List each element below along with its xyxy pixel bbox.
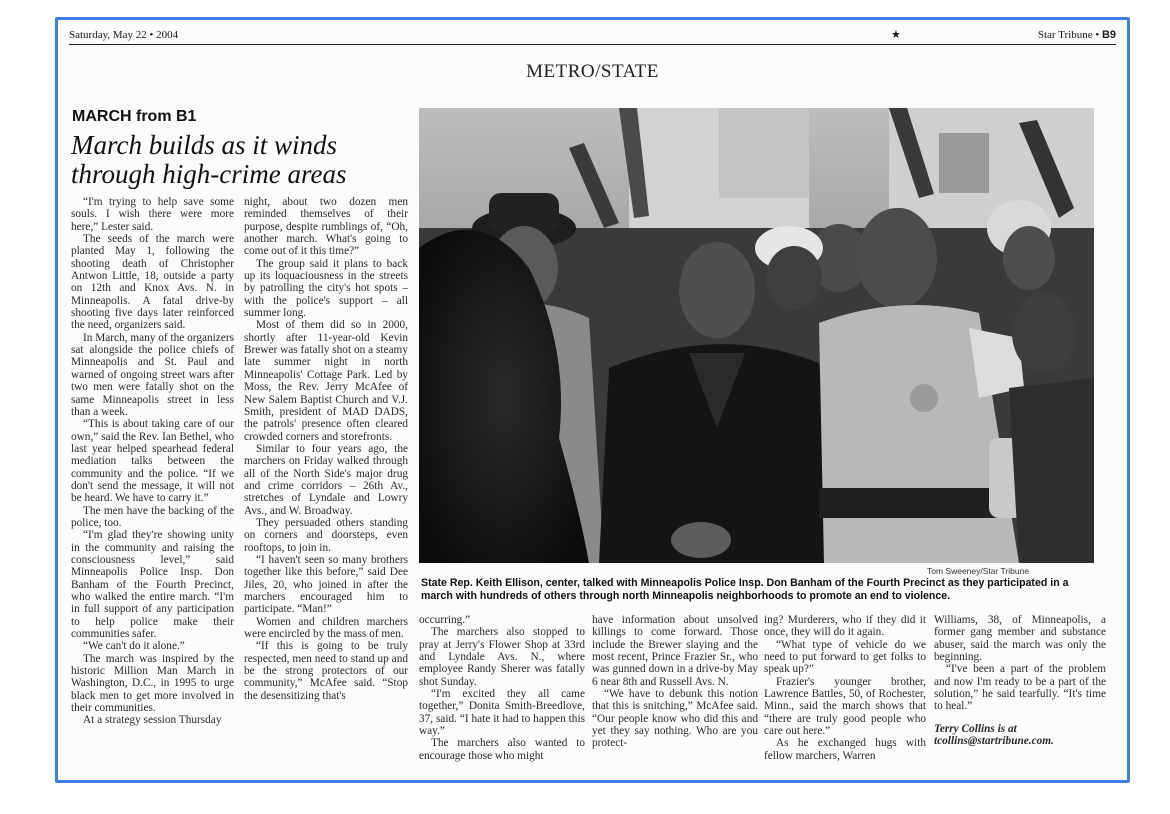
- march-photo-illustration: [419, 108, 1094, 563]
- author-email: tcollins@startribune.com.: [934, 735, 1054, 748]
- paragraph: Similar to four years ago, the marchers on Friday walked through all of the North Side's major drug and crime corridors – 26th Av., stretches of Lyndale and Lowry Avs., and W. Broadway.: [244, 442, 408, 517]
- star-icon: ★: [891, 29, 901, 41]
- article-column-4: [592, 614, 758, 750]
- paragraph: The marchers also stopped to pray at Jerry's Flower Shop at 33rd and Lyndale Avs. N., where employee Randy Sherer was fatally shot Sunday.: [419, 626, 585, 688]
- paragraph: Most of them did so in 2000, shortly after 11-year-old Kevin Brewer was fatally shot on a steamy late summer night in north Minneapolis' Cottage Park. Led by Moss, the Rev. Jerry McAfee of New Salem Baptist Church and V.J. Smith, president of MAD DADS, the patrols' presence often cleared crowded corners and storefronts.: [244, 319, 408, 443]
- page-number: B9: [1101, 29, 1116, 41]
- paragraph: “If this is going to be truly respected, men need to stand up and be the strong protectors of our community,” McAfee said. “Stop the desensitizing that's: [244, 640, 408, 702]
- paragraph: Williams, 38, of Minneapolis, a former gang member and substance abuser, said the march was only the beginning.: [934, 614, 1106, 664]
- paragraph: As he exchanged hugs with fellow marchers, Warren: [764, 737, 926, 762]
- article-headline: March builds as it winds through high-crime areas: [71, 130, 347, 189]
- paragraph: They persuaded others standing on corners and doorsteps, even rooftops, to join in.: [244, 516, 408, 554]
- section-title: METRO/STATE: [526, 61, 659, 82]
- paragraph: “I've been a part of the problem and now I'm ready to be a part of the solution,” he said tearfully. “It's time to heal.”: [934, 663, 1106, 713]
- issue-date: Saturday, May 22 • 2004: [69, 29, 179, 41]
- paragraph: At a strategy session Thursday: [83, 714, 222, 727]
- paragraph: The men have the backing of the police, too.: [71, 504, 234, 529]
- article-column-2: [244, 196, 408, 702]
- author-line: Terry Collins is at: [934, 722, 1017, 735]
- jump-kicker: MARCH from B1: [72, 108, 197, 125]
- paragraph: night, about two dozen men reminded themselves of their purpose, despite rumblings of, “Oh, another march. What's going to come out of it this time?”: [244, 196, 408, 258]
- newspaper-page: [69, 27, 1116, 777]
- paragraph: “I haven't seen so many brothers together like this before,” said Dee Jiles, 20, who joined in after the marchers encouraged him to participate. “Man!”: [244, 553, 408, 616]
- paragraph: The march was inspired by the historic Million Man March in Washington, D.C., in 1995 to urge black men to get more involved in their communities.: [71, 652, 234, 715]
- paragraph: “I'm glad they're showing unity in the community and raising the consciousness level,” said Minneapolis Police Insp. Don Banham of the Fourth Precinct, who walked the entire march. “I'm in full support of any participation to help police make their communities safer.: [71, 529, 234, 641]
- header-rule: [69, 44, 1116, 45]
- publication-name: [1038, 29, 1116, 41]
- paragraph: have information about unsolved killings to come forward. Those include the Brewer slaying and the most recent, Prince Frazier Sr., who was gunned down in a drive-by May 6 near 8th and Russell Avs. N.: [592, 614, 758, 688]
- paragraph: “We can't do it alone.”: [83, 640, 185, 653]
- paragraph: “I'm excited they all came together,” Donita Smith-Breedlove, 37, said. “I hate it had to happen this way.”: [419, 688, 585, 738]
- paragraph: The seeds of the march were planted May 1, following the shooting death of Christopher Antwon Little, 18, outside a party on 12th and Knox Avs. N. in Minneapolis. A fatal drive-by shooting five days later reinforced the need, organizers said.: [71, 233, 234, 332]
- article-column-6: [934, 614, 1106, 747]
- article-column-5: [764, 614, 926, 762]
- article-column-1: [71, 196, 234, 727]
- article-column-3: [419, 614, 585, 762]
- page-header: [69, 27, 1116, 43]
- paragraph: The marchers also wanted to encourage those who might: [419, 737, 585, 762]
- author-note: [934, 723, 1106, 748]
- photo-credit: Tom Sweeney/Star Tribune: [927, 566, 1030, 576]
- paragraph: “We have to debunk this notion that this is snitching,” McAfee said. “Our people know who did this and yet they say nothing. Who are you protect-: [592, 688, 758, 750]
- paragraph: “I'm trying to help save some souls. I wish there were more here,” Lester said.: [71, 196, 234, 233]
- news-photo: [419, 108, 1094, 563]
- paragraph: Frazier's younger brother, Lawrence Battles, 50, of Rochester, Minn., said the march shows that “there are truly good people who care out here.”: [764, 675, 926, 738]
- paragraph: In March, many of the organizers sat alongside the police chiefs of Minneapolis and St. Paul and warned of ongoing street wars after two men were fatally shot on the same Minneapolis street in less than a week.: [71, 331, 234, 418]
- newspaper-clipping-frame: [55, 17, 1130, 783]
- paragraph: “This is about taking care of our own,” said the Rev. Ian Bethel, who last year helped spearhead federal mediation talks between the community and the police. “If we don't send the message, it will not be heard. We have to carry it.”: [71, 418, 234, 505]
- publication-label: Star Tribune •: [1037, 29, 1102, 41]
- paragraph: Women and children marchers were encircled by the mass of men.: [244, 615, 408, 641]
- paragraph: ing? Murderers, who if they did it once, they will do it again.: [764, 614, 926, 639]
- paragraph: The group said it plans to back up its loquaciousness in the streets by patrolling the city's hot spots – with the police's support – all summer long.: [244, 257, 408, 320]
- photo-caption: State Rep. Keith Ellison, center, talked with Minneapolis Police Insp. Don Banham of the Fourth Precinct as they participated in a march with hundreds of others through north Minneapolis neighborhoods to promote an end to violence.: [421, 577, 1069, 602]
- paragraph: occurring.”: [419, 614, 471, 626]
- paragraph: “What type of vehicle do we need to put forward to get folks to speak up?”: [764, 638, 926, 676]
